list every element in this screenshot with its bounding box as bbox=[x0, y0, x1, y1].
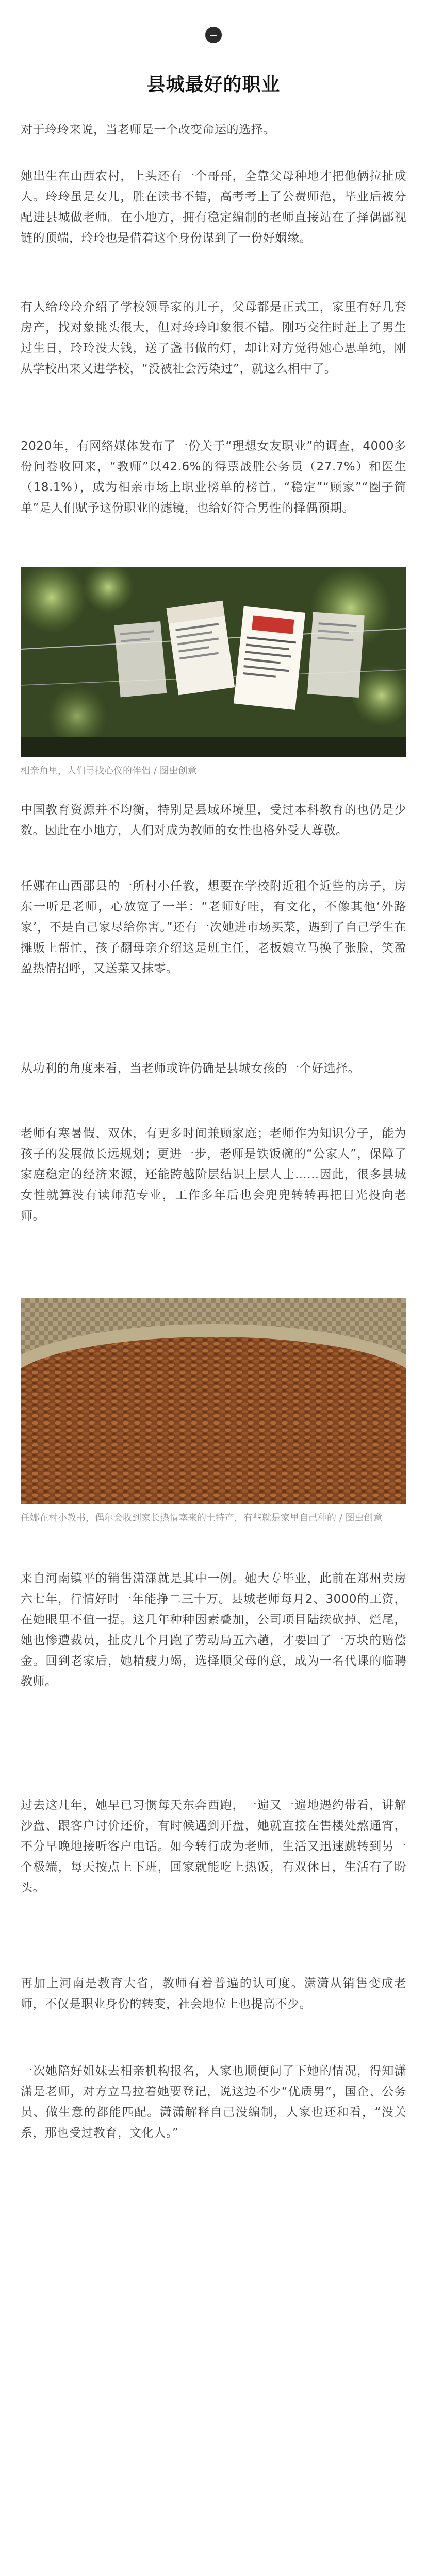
photo-caption: 相亲角里，人们寻找心仪的伴侣 / 图虫创意 bbox=[21, 766, 197, 776]
paragraph: 再加上河南是教育大省，教师有着普遍的认可度。潇潇从销售变成老师，不仅是职业身份的转变，社会地位上也提高不少。 bbox=[21, 1977, 406, 2011]
nut-basket-photo bbox=[21, 1298, 406, 1504]
article-title: 县城最好的职业 bbox=[146, 74, 281, 96]
section-badge-icon bbox=[205, 27, 222, 43]
paragraph: 一次她陪好姐妹去相亲机构报名，人家也顺便问了下她的情况，得知潇潇是老师，对方立马拉着她要登记，说这边不少“优质男”，国企、公务员、做生意的都能匹配。潇潇解释自己没编制，人家也还和看，“没关系，那也受过教育，文化人。” bbox=[21, 2064, 406, 2140]
paragraph: 从功利的角度来看，当老师或许仍确是县城女孩的一个好选择。 bbox=[21, 1062, 360, 1075]
paragraph: 任娜在山西邵县的一所村小任教，想要在学校附近租个近些的房子，房东一听是老师，心放宽了一半：“老师好哇，有文化，不像其他‘外路家’，不是自己家尽给你害。”还有一次她进市场买菜，遇到了自己学生在摊贩上帮忙，孩子翻母亲介绍这是班主任，老板娘立马换了张脸，笑盈盈热情招呼，又送菜又抹零。 bbox=[21, 879, 406, 975]
paragraph: 对于玲玲来说，当老师是一个改变命运的选择。 bbox=[21, 123, 275, 137]
paragraph: 老师有寒暑假、双休，有更多时间兼顾家庭；老师作为知识分子，能为孩子的发展做长远规划；更进一步，老师是铁饭碗的“公家人”，保障了家庭稳定的经济来源，还能跨越阶层结识上层人士……因此，很多县城女性就算没有读师范专业，工作多年后也会兜兜转转再把目光投向老师。 bbox=[21, 1127, 406, 1223]
paragraph: 过去这几年，她早已习惯每天东奔西跑，一遍又一遍地遇约带看，讲解沙盘、跟客户讨价还价，有时候遇到开盘，她就直接在售楼处熬通宵，不分早晚地接听客户电话。如今转行成为老师，生活又迅速跳转到另一个极端，每天按点上下班，回家就能吃上热饭，有双休日，生活有了盼头。 bbox=[21, 1799, 406, 1894]
matchmaking-corner-photo bbox=[21, 567, 406, 757]
paragraph: 她出生在山西农村，上头还有一个哥哥，全靠父母种地才把他俩拉扯成人。玲玲虽是女儿，胜在读书不错，高考考上了公费师范，毕业后被分配进县城做老师。在小地方，拥有稳定编制的老师直接站在了择偶鄙视链的顶端，玲玲也是借着这个身份谋到了一份好姻缘。 bbox=[21, 170, 406, 245]
paragraph: 有人给玲玲介绍了学校领导家的儿子，父母都是正式工，家里有好几套房产，找对象挑头很大，但对玲玲印象很不错。刚巧交往时赶上了男生过生日，玲玲没大钱，送了盏书做的灯，却让对方觉得她心思单纯，刚从学校出来又进学校，“没被社会污染过”，就这么相中了。 bbox=[21, 300, 406, 376]
paragraph: 2020年，有网络媒体发布了一份关于“理想女友职业”的调查，4000多份问卷收回来，“教师”以42.6%的得票战胜公务员（27.7%）和医生（18.1%），成为相亲市场上职业榜单的榜首。“稳定”“顾家”“圈子简单”是人们赋予这份职业的滤镜，也给好符合男性的择偶预期。 bbox=[21, 439, 406, 515]
photo-caption: 任娜在村小教书，偶尔会收到家长热情塞来的土特产，有些就是家里自己种的 / 图虫创意 bbox=[21, 1513, 383, 1523]
paragraph: 来自河南镇平的销售潇潇就是其中一例。她大专毕业，此前在郑州卖房六七年，行情好时一年能挣二三十万。县城老师每月2、3000的工资，在她眼里不值一提。这几年种种因素叠加，公司项目陆续砍掉、烂尾，她也惨遭裁员，扯皮几个月跑了劳动局五六趟，才要回了一万块的赔偿金。回到老家后，她精疲力竭，选择顺父母的意，成为一名代课的临聘教师。 bbox=[21, 1572, 406, 1688]
paragraph: 中国教育资源并不均衡，特别是县域环境里，受过本科教育的也仍是少数。因此在小地方，人们对成为教师的女性也格外受人尊敬。 bbox=[21, 803, 406, 837]
